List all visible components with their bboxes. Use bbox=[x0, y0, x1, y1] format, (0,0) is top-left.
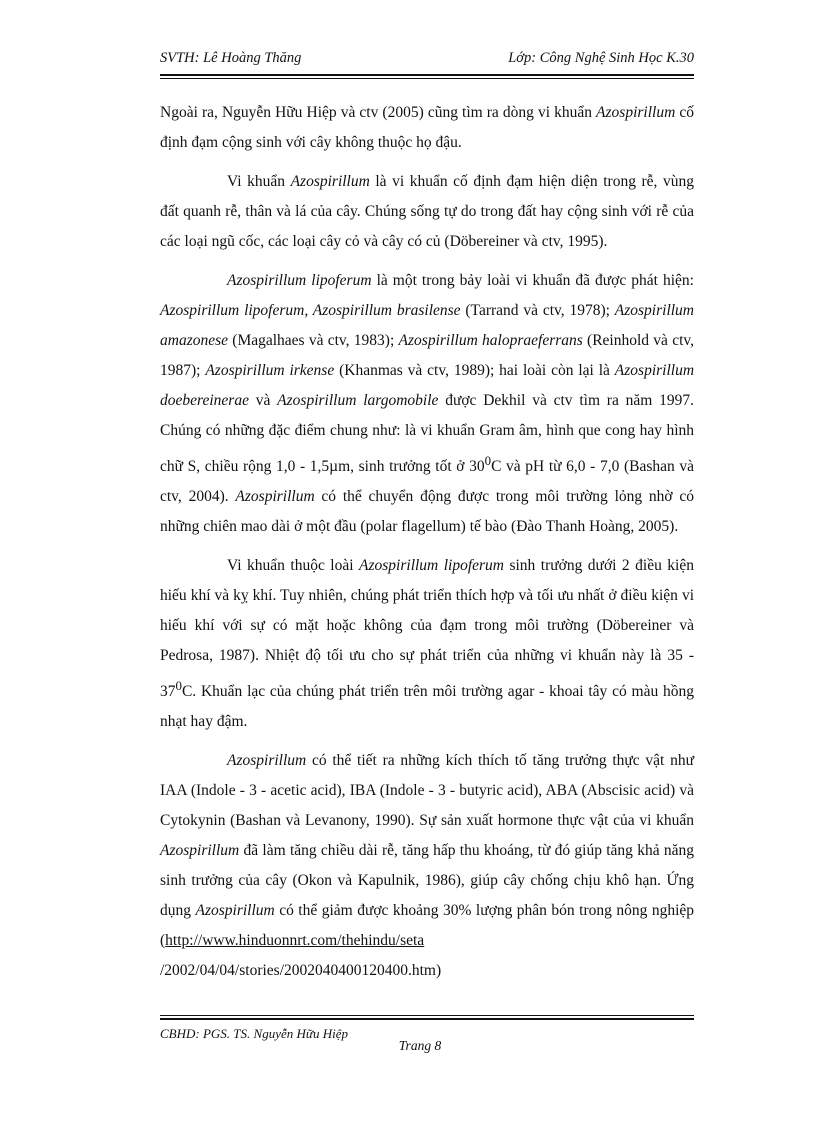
document-body bbox=[160, 98, 694, 986]
supervisor-name: CBHD: PGS. TS. Nguyễn Hữu Hiệp bbox=[160, 1026, 348, 1041]
paragraph-3: Azospirillum lipoferum là một trong bảy loài vi khuẩn đã được phát hiện: Azospirillum lipoferum, Azospirillum brasilense (Tarrand và ctv, 1978); Azospirillum amazonese (Magalhaes và ctv, 1983); Azospirillum halopraeferrans (Reinhold và ctv, 1987); Azospirillum irkense (Khanmas và ctv, 1989); hai loài còn lại là Azospirillum doebereinerae và Azospirillum largomobile được Dekhil và ctv tìm ra năm 1997. Chúng có những đặc điểm chung như: là vi khuẩn Gram âm, hình que cong hay hình chữ S, chiều rộng 1,0 - 1,5µm, sinh trưởng tốt ở $30^0C$ và pH từ 6,0 - 7,0 (Bashan và ctv, 2004). Azospirillum có thể chuyển động được trong môi trường lỏng nhờ có những chiên mao dài ở một đầu (polar flagellum) tế bào (Đào Thanh Hoàng, 2005). bbox=[160, 272, 695, 536]
header-rule-thin bbox=[160, 78, 694, 79]
paragraph-4: Vi khuẩn thuộc loài Azospirillum lipoferum sinh trưởng dưới 2 điều kiện hiếu khí và kỵ khí. Tuy nhiên, chúng phát triển thích hợp và tối ưu nhất ở điều kiện vi hiếu khí với sự có mặt hoặc không của đạm trong môi trường (Döbereiner và Pedrosa, 1987). Nhiệt độ tối ưu cho sự phát triển của những vi khuẩn này là $35 - 37^0C$. Khuẩn lạc của chúng phát triển trên môi trường agar - khoai tây có màu hồng nhạt hay đậm. bbox=[160, 557, 694, 731]
page-header bbox=[160, 50, 694, 72]
footer-rule-thin bbox=[160, 1015, 694, 1016]
footer-rule bbox=[160, 1018, 694, 1020]
student-name: SVTH: Lê Hoàng Thăng bbox=[160, 50, 302, 66]
reference-link[interactable]: http://www.hinduonnrt.com/thehindu/seta bbox=[165, 932, 425, 950]
paragraph-5: Azospirillum có thể tiết ra những kích thích tố tăng trưởng thực vật như IAA (Indole - 3 - acetic acid), IBA (Indole - 3 - butyric acid), ABA (Abscisic acid) và Cytokynin (Bashan và Levanony, 1990). Sự sản xuất hormone thực vật của vi khuẩn Azospirillum đã làm tăng chiều dài rễ, tăng hấp thu khoáng, từ đó giúp tăng khả năng sinh trưởng của cây (Okon và Kapulnik, 1986), giúp cây chống chịu khô hạn. Ứng dụng Azospirillum có thể giảm được khoảng 30% lượng phân bón trong nông nghiệp (http://www.hinduonnrt.com/thehindu/seta /2002/04/04/stories/2002040400120400.htm) bbox=[160, 752, 695, 980]
page-number: Trang 8 bbox=[398, 1038, 442, 1053]
header-rule bbox=[160, 74, 694, 76]
paragraph-2: Vi khuẩn Azospirillum là vi khuẩn cố định đạm hiện diện trong rễ, vùng đất quanh rễ, thân và lá của cây. Chúng sống tự do trong đất hay cộng sinh với rễ của các loại ngũ cốc, các loại cây cỏ và cây có củ (Döbereiner và ctv, 1995). bbox=[160, 173, 694, 250]
class-name: Lớp: Công Nghệ Sinh Học K.30 bbox=[508, 50, 694, 66]
paragraph-1: Ngoài ra, Nguyễn Hữu Hiệp và ctv (2005) cũng tìm ra dòng vi khuẩn Azospirillum cố định đạm cộng sinh với cây không thuộc họ đậu. bbox=[160, 104, 694, 151]
